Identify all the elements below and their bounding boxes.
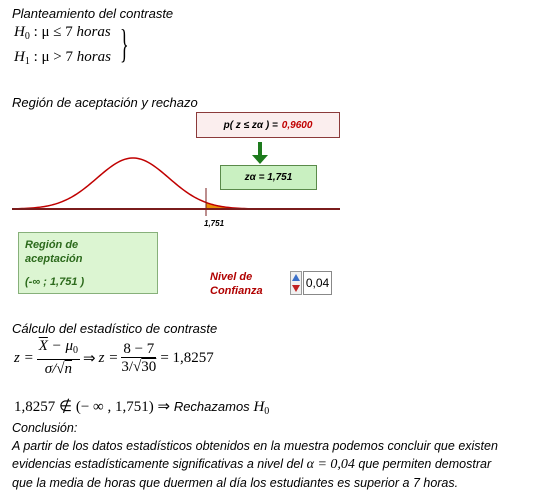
- acceptance-title-2: aceptación: [25, 253, 83, 265]
- conclusion-line-1: A partir de los datos estadísticos obtenidos en la muestra podemos concluir que existen: [12, 439, 498, 453]
- z-alpha-box: zα = 1,751: [220, 165, 317, 190]
- nivel-value-input[interactable]: 0,04: [303, 271, 332, 295]
- acceptance-title-1: Región de: [25, 239, 79, 251]
- planteamiento-heading: Planteamiento del contraste: [12, 6, 174, 21]
- hypothesis-h1: $H_1$ : μ > 7 horas: [14, 49, 111, 67]
- nivel-confianza-label: Nivel de Confianza: [210, 271, 263, 297]
- statistic-formula: z = $\frac{\overline{X} - \mu_0}{\sigma/√n}$ ⇒ z = $\frac{8 - 7}{3/√30}$ = 1,8257: [14, 338, 214, 377]
- hypothesis-brace: }: [120, 21, 129, 66]
- z-value-fraction: $\frac{8 - 7}{3/√30}$: [121, 340, 157, 375]
- conclusion-heading: Conclusión:: [12, 421, 78, 435]
- critical-tick-label: 1,751: [204, 219, 225, 228]
- probability-box: p( z ≤ zα ) = 0,9600: [196, 112, 340, 138]
- acceptance-interval: (-∞ ; 1,751 ): [25, 276, 85, 288]
- comparison-line: 1,8257 ∉ (− ∞ , 1,751) ⇒ Rechazamos $H_0$: [14, 399, 270, 417]
- z-formula-fraction: $\frac{\overline{X} - \mu_0}{\sigma/√n}$: [38, 338, 79, 377]
- region-heading: Región de aceptación y rechazo: [12, 95, 198, 110]
- acceptance-region-box: [18, 232, 158, 294]
- spin-buttons[interactable]: [290, 271, 302, 295]
- conclusion-line-3: que la media de horas que duermen al día los estudiantes es superior a 7 horas.: [12, 476, 459, 490]
- calculo-heading: Cálculo del estadístico de contraste: [12, 321, 218, 336]
- arrow-head: [252, 155, 268, 164]
- conclusion-block: [12, 419, 545, 492]
- conclusion-line-2: evidencias estadísticamente significativas a nivel del α = 0,04 que permiten demostrar: [12, 457, 492, 472]
- hypothesis-h0: $H_0$ : μ ≤ 7 horas: [14, 24, 111, 42]
